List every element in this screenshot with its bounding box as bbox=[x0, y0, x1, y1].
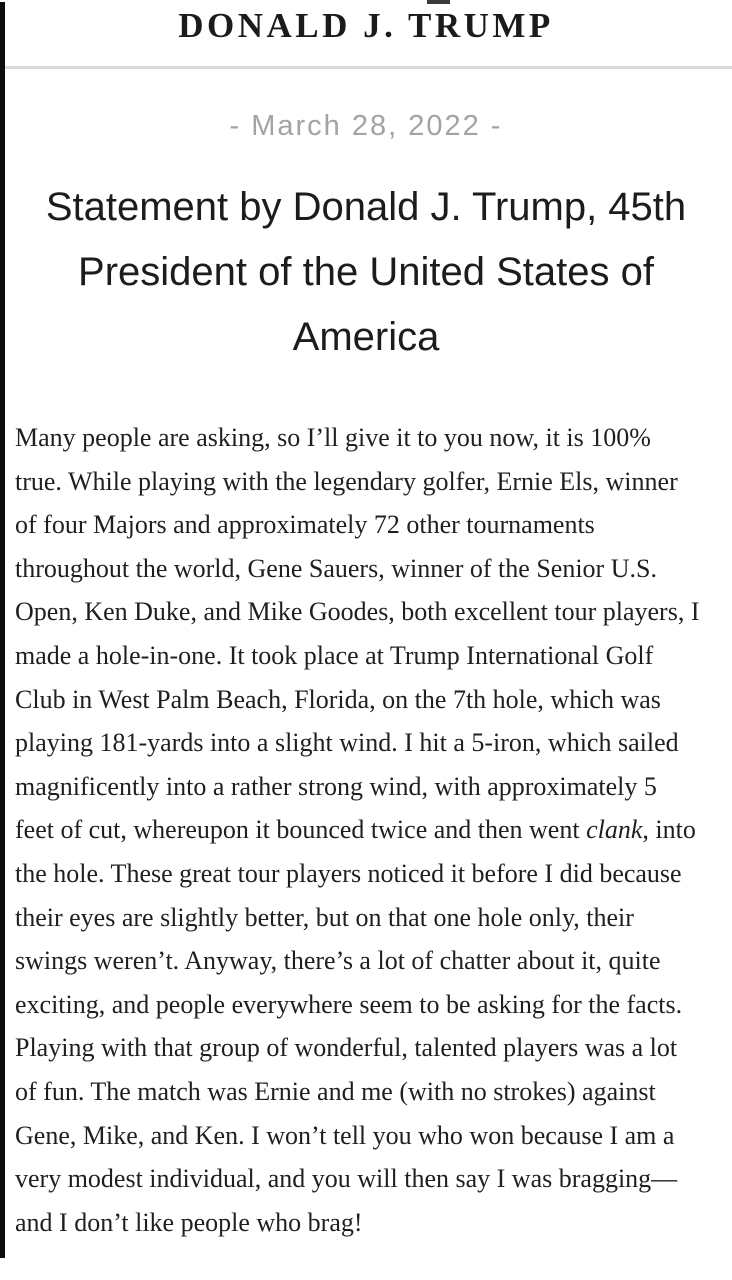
body-line: swings weren’t. Anyway, there’s a lot of chatter about it, quite bbox=[15, 946, 661, 976]
body-line: made a hole-in-one. It took place at Trump International Golf bbox=[15, 640, 654, 670]
body-line: throughout the world, Gene Sauers, winner of the Senior U.S. bbox=[15, 553, 657, 583]
body-line: magnificently into a rather strong wind, with approximately 5 bbox=[15, 771, 657, 801]
body-line: playing 181-yards into a slight wind. I hit a 5-iron, which sailed bbox=[15, 728, 679, 758]
statement-title-line-2: President of the United States of bbox=[78, 250, 654, 294]
body-line: feet of cut, whereupon it bounced twice and then went clank, into bbox=[15, 815, 696, 845]
body-line: and I don’t like people who brag! bbox=[15, 1207, 363, 1237]
statement-title bbox=[0, 175, 732, 370]
cropped-logo-remnant bbox=[427, 0, 450, 4]
site-header bbox=[0, 0, 732, 44]
header-divider bbox=[0, 66, 732, 69]
body-line: Playing with that group of wonderful, talented players was a lot bbox=[15, 1033, 678, 1063]
left-edge-bar bbox=[0, 2, 5, 1258]
body-line: exciting, and people everywhere seem to be asking for the facts. bbox=[15, 989, 683, 1019]
body-line: their eyes are slightly better, but on that one hole only, their bbox=[15, 902, 634, 932]
body-line: the hole. These great tour players noticed it before I did because bbox=[15, 858, 682, 888]
body-line: Open, Ken Duke, and Mike Goodes, both excellent tour players, I bbox=[15, 597, 700, 627]
body-line: of fun. The match was Ernie and me (with no strokes) against bbox=[15, 1076, 656, 1106]
body-line: very modest individual, and you will then say I was bragging— bbox=[15, 1164, 678, 1194]
masthead-title: DONALD J. TRUMP bbox=[178, 6, 554, 45]
statement-body bbox=[0, 416, 732, 1244]
statement-content bbox=[0, 106, 732, 1244]
body-line: Gene, Mike, and Ken. I won’t tell you who won because I am a bbox=[15, 1120, 675, 1150]
body-line: of four Majors and approximately 72 other tournaments bbox=[15, 510, 595, 540]
body-line: true. While playing with the legendary golfer, Ernie Els, winner bbox=[15, 466, 678, 496]
body-line: Club in West Palm Beach, Florida, on the 7th hole, which was bbox=[15, 684, 661, 714]
statement-date: - March 28, 2022 - bbox=[229, 110, 503, 142]
statement-title-line-1: Statement by Donald J. Trump, 45th bbox=[45, 185, 687, 229]
statement-title-line-3: America bbox=[292, 315, 440, 359]
body-line: Many people are asking, so I’ll give it to you now, it is 100% bbox=[15, 423, 651, 452]
